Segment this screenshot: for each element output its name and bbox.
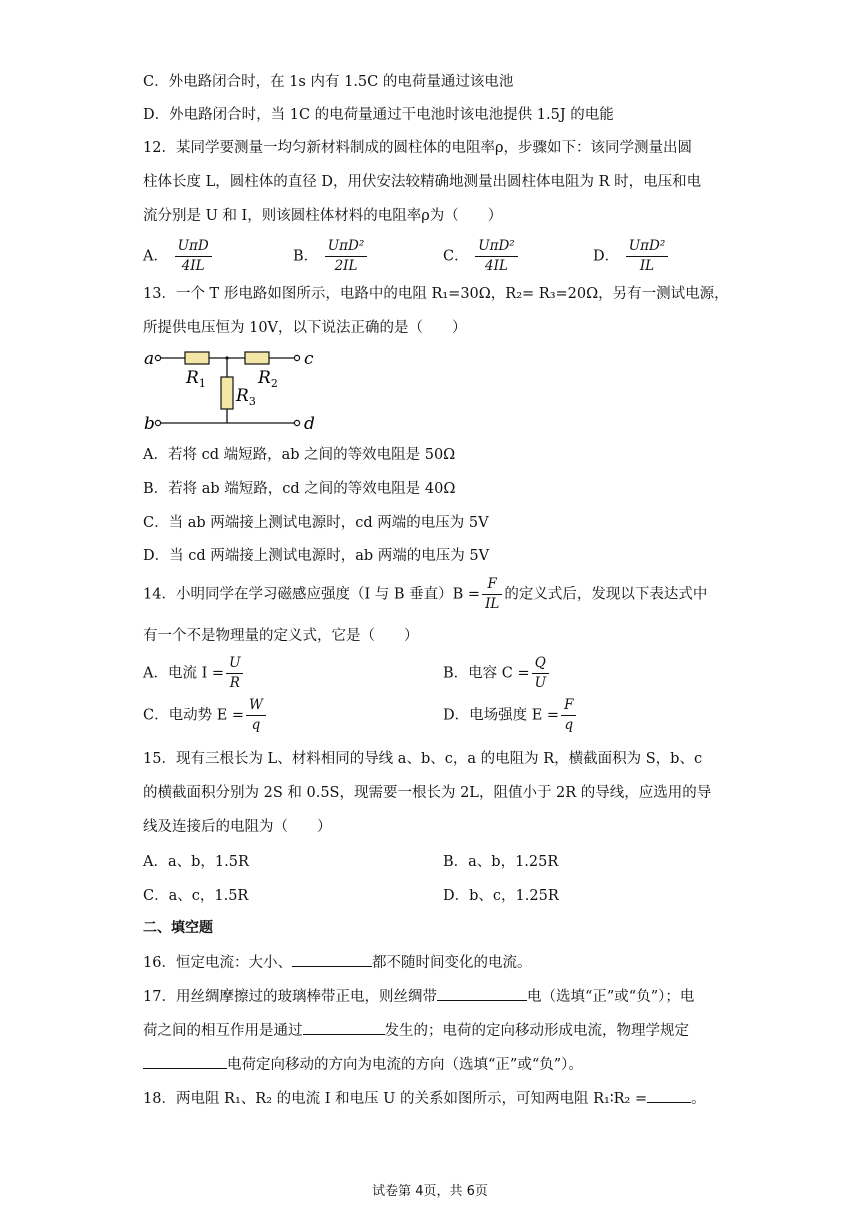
label-a: a [144, 349, 155, 369]
answer-blank[interactable] [143, 1053, 227, 1069]
answer-blank[interactable] [437, 985, 527, 1001]
q15-option-a[interactable]: A．a、b，1.5R [143, 854, 249, 870]
q14-option-b[interactable]: B．电容 C = $\frac{Q}{U}$ [443, 655, 551, 692]
resistor-r2 [245, 352, 269, 364]
q13-option-d[interactable]: D．当 cd 两端接上测试电源时，ab 两端的电压为 5V [143, 548, 490, 564]
q13-line-2: 所提供电压恒为 10V，以下说法正确的是（ ） [143, 320, 467, 336]
q12-line-3: 流分别是 U 和 I，则该圆柱体材料的电阻率ρ为（ ） [143, 208, 503, 224]
q14-option-d[interactable]: D．电场强度 E = $\frac{F}{q}$ [443, 697, 578, 734]
label-c: c [304, 349, 314, 369]
fraction: $\frac{F}{q}$ [561, 697, 576, 734]
q15-line-3: 线及连接后的电阻为（ ） [143, 819, 332, 835]
q17-line-2: 荷之间的相互作用是通过 发生的；电荷的定向移动形成电流，物理学规定 [143, 1019, 689, 1041]
q12-line-2: 柱体长度 L，圆柱体的直径 D，用伏安法较精确地测量出圆柱体电阻为 R 时，电压和电 [143, 174, 702, 190]
resistor-r1 [185, 352, 209, 364]
q14-line-2: 有一个不是物理量的定义式，它是（ ） [143, 628, 419, 644]
junction-dot [225, 356, 228, 359]
fraction: $\frac{\text{UπD}}{4IL}$ [175, 238, 212, 275]
fraction: $\frac{\text{UπD²}}{4IL}$ [475, 238, 518, 275]
label-r3: $R_3$ [236, 386, 256, 408]
q13-line-1: 13．一个 T 形电路如图所示，电路中的电阻 R₁=30Ω，R₂= R₃=20Ω，另有一测试电源， [143, 286, 729, 302]
answer-blank[interactable] [292, 951, 372, 967]
q15-line-1: 15．现有三根长为 L、材料相同的导线 a、b、c，a 的电阻为 R，横截面积为 S，b、c [143, 751, 703, 767]
fraction: $\frac{\text{UπD²}}{2IL}$ [325, 238, 368, 275]
q12-option-d[interactable]: D． $\frac{\text{UπD²}}{IL}$ [593, 238, 670, 275]
q18-line: 18．两电阻 R₁、R₂ 的电流 I 和电压 U 的关系如图所示，可知两电阻 R₁∶R₂ = 。 [143, 1087, 706, 1109]
label-r2: $R_2$ [258, 368, 278, 390]
terminal-c [294, 355, 299, 360]
t-circuit-diagram [140, 343, 330, 435]
q16-line: 16．恒定电流：大小、 都不随时间变化的电流。 [143, 951, 531, 973]
q12-option-a[interactable]: A． $\frac{\text{UπD}}{4IL}$ [143, 238, 214, 275]
q12-line-1: 12．某同学要测量一均匀新材料制成的圆柱体的电阻率ρ，步骤如下：该同学测量出圆 [143, 140, 692, 156]
q15-option-d[interactable]: D．b、c，1.25R [443, 888, 559, 904]
q11-option-c: C．外电路闭合时，在 1s 内有 1.5C 的电荷量通过该电池 [143, 74, 514, 90]
terminal-b [155, 420, 160, 425]
resistor-r3 [221, 377, 233, 409]
label-b: b [144, 414, 155, 434]
q14-line-1: 14．小明同学在学习磁感应强度（I 与 B 垂直）B = $\frac{F}{IL}$ 的定义式后，发现以下表达式中 [143, 576, 708, 612]
fraction: $\frac{U}{R}$ [226, 655, 243, 692]
q12-option-c[interactable]: C． $\frac{\text{UπD²}}{4IL}$ [443, 238, 520, 275]
answer-blank[interactable] [647, 1087, 691, 1103]
fraction: $\frac{Q}{U}$ [532, 655, 549, 692]
q17-line-1: 17．用丝绸摩擦过的玻璃棒带正电，则丝绸带 电（选填“正”或“负”）；电 [143, 985, 694, 1007]
q15-line-2: 的横截面积分别为 2S 和 0.5S，现需要一根长为 2L，阻值小于 2R 的导线，应选用的导 [143, 785, 712, 801]
q12-option-b[interactable]: B． $\frac{\text{UπD²}}{2IL}$ [293, 238, 369, 275]
q11-option-d: D．外电路闭合时，当 1C 的电荷量通过干电池时该电池提供 1.5J 的电能 [143, 107, 614, 123]
terminal-a [155, 355, 160, 360]
q17-line-3: 电荷定向移动的方向为电流的方向（选填“正”或“负”）。 [143, 1053, 583, 1075]
fraction: $\frac{F}{IL}$ [482, 576, 502, 613]
label-r1: $R_1$ [186, 368, 206, 390]
q13-option-b[interactable]: B．若将 ab 端短路，cd 之间的等效电阻是 40Ω [143, 481, 456, 497]
page-footer: 试卷第 4页，共 6页 [372, 1184, 488, 1199]
fraction: $\frac{\text{UπD²}}{IL}$ [626, 238, 669, 275]
label-d: d [304, 414, 315, 434]
q13-option-a[interactable]: A．若将 cd 端短路，ab 之间的等效电阻是 50Ω [143, 447, 456, 463]
section-heading-fill-in: 二、填空题 [143, 920, 213, 936]
q14-option-a[interactable]: A．电流 I = $\frac{U}{R}$ [143, 655, 245, 692]
q14-option-c[interactable]: C．电动势 E = $\frac{W}{q}$ [143, 697, 268, 734]
q15-option-c[interactable]: C．a、c，1.5R [143, 888, 249, 904]
answer-blank[interactable] [303, 1019, 385, 1035]
q15-option-b[interactable]: B．a、b，1.25R [443, 854, 559, 870]
fraction: $\frac{W}{q}$ [246, 697, 266, 734]
q13-option-c[interactable]: C．当 ab 两端接上测试电源时，cd 两端的电压为 5V [143, 515, 489, 531]
terminal-d [294, 420, 299, 425]
